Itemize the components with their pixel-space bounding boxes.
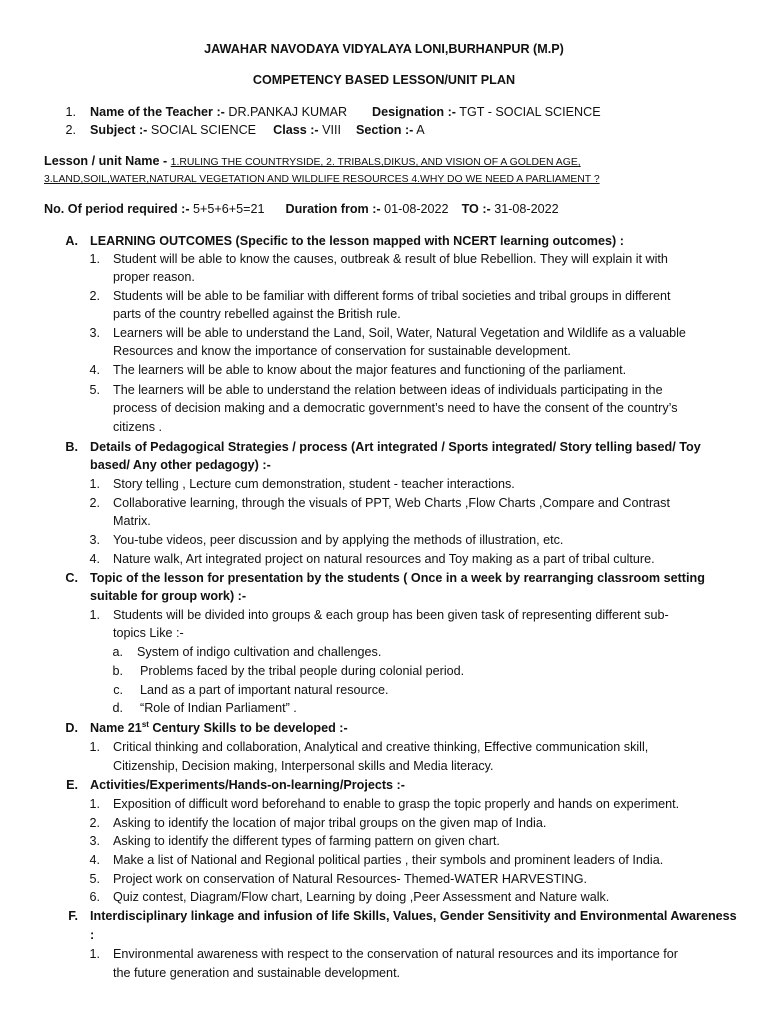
- list-item-text: process of decision making and a democratic government’s need to have the consent of the country’s: [113, 401, 678, 415]
- designation-line: [372, 103, 601, 122]
- subject-label: Subject :-: [90, 123, 148, 137]
- section-c-heading: Topic of the lesson for presentation by the students ( Once in a week by rearranging classroom setting: [90, 571, 705, 585]
- list-number: 1.: [89, 740, 100, 754]
- lesson-names-1: 1.RULING THE COUNTRYSIDE, 2. TRIBALS,DIKUS, AND VISION OF A GOLDEN AGE,: [170, 157, 581, 168]
- section-b-heading: based/ Any other pedagogy) :-: [90, 458, 271, 472]
- list-item-text: The learners will be able to understand the relation between ideas of individuals participating in the: [113, 383, 663, 397]
- duration-label: Duration from :-: [285, 202, 381, 216]
- sublist-letter: d.: [112, 701, 123, 715]
- section-letter: E.: [66, 778, 78, 792]
- sublist-letter: b.: [112, 664, 123, 678]
- list-item-text: Make a list of National and Regional political parties , their symbols and prominent leaders of India.: [113, 853, 664, 867]
- duration-to-label: TO :-: [461, 202, 491, 216]
- section-c-heading: suitable for group work) :-: [90, 589, 247, 603]
- lesson-names-2: 3.LAND,SOIL,WATER,NATURAL VEGETATION AND WILDLIFE RESOURCES 4.WHY DO WE NEED A PARLIAMENT ?: [44, 174, 600, 185]
- subject-value: SOCIAL SCIENCE: [150, 123, 257, 137]
- list-number: 1.: [89, 477, 100, 491]
- list-item-text: Asking to identify the location of major tribal groups on the given map of India.: [113, 816, 547, 830]
- section-d-heading-sup: st: [141, 720, 149, 729]
- list-number: 4.: [89, 552, 100, 566]
- list-number: 1.: [89, 252, 100, 266]
- duration-from: 01-08-2022: [384, 202, 449, 216]
- sublist-item-text: “Role of Indian Parliament” .: [140, 701, 297, 715]
- section-a-heading: LEARNING OUTCOMES (Specific to the lesson mapped with NCERT learning outcomes) :: [90, 234, 624, 248]
- list-number: 5.: [89, 872, 100, 886]
- section-d-heading: [90, 719, 348, 738]
- teacher-line: [90, 103, 347, 122]
- periods-value: 5+5+6+5=21: [193, 202, 265, 216]
- list-item-text: citizens .: [113, 420, 162, 434]
- list-number: 6.: [89, 890, 100, 904]
- list-number: 4.: [89, 363, 100, 377]
- list-number: 1.: [89, 797, 100, 811]
- list-item-text: the future generation and sustainable development.: [113, 966, 401, 980]
- list-item-text: parts of the country rebelled against the British rule.: [113, 307, 401, 321]
- sublist-letter: a.: [112, 645, 123, 659]
- list-item-text: Matrix.: [113, 514, 151, 528]
- list-item-text: Collaborative learning, through the visuals of PPT, Web Charts ,Flow Charts ,Compare and Contrast: [113, 496, 670, 510]
- list-number: 2.: [89, 496, 100, 510]
- list-item-text: You-tube videos, peer discussion and by applying the methods of illustration, etc.: [113, 533, 564, 547]
- list-number: 2.: [89, 289, 100, 303]
- list-number: 3.: [89, 326, 100, 340]
- teacher-label: Name of the Teacher :-: [90, 105, 225, 119]
- teacher-value: DR.PANKAJ KUMAR: [228, 105, 348, 119]
- section-letter: C.: [65, 571, 78, 585]
- list-item-text: Learners will be able to understand the Land, Soil, Water, Natural Vegetation and Wildlife as a valuable: [113, 326, 686, 340]
- list-number: 2.: [89, 816, 100, 830]
- section-d-heading-post: Century Skills to be developed :-: [148, 721, 348, 735]
- section-label: Section :-: [356, 123, 414, 137]
- list-item-text: Critical thinking and collaboration, Analytical and creative thinking, Effective communication skill,: [113, 740, 649, 754]
- section-value: A: [416, 123, 425, 137]
- section-letter: B.: [65, 440, 78, 454]
- section-d-heading-pre: Name 21: [90, 721, 142, 735]
- list-number: 1.: [89, 947, 100, 961]
- list-item-text: proper reason.: [113, 270, 195, 284]
- sublist-item-text: System of indigo cultivation and challenges.: [137, 645, 382, 659]
- list-item-text: Citizenship, Decision making, Interpersonal skills and Media literacy.: [113, 759, 494, 773]
- sublist-item-text: Land as a part of important natural resource.: [140, 683, 389, 697]
- periods-line: [44, 200, 559, 219]
- info-item-number: 2.: [65, 123, 76, 137]
- list-item-text: Students will be able to be familiar with different forms of tribal societies and tribal groups in different: [113, 289, 671, 303]
- list-number: 4.: [89, 853, 100, 867]
- section-letter: D.: [65, 721, 78, 735]
- lesson-line-1: [44, 152, 581, 173]
- list-item-text: Resources and know the importance of conservation for sustainable development.: [113, 344, 571, 358]
- list-item-text: Quiz contest, Diagram/Flow chart, Learning by doing ,Peer Assessment and Nature walk.: [113, 890, 610, 904]
- info-item-number: 1.: [65, 105, 76, 119]
- section-f-heading: :: [90, 928, 95, 942]
- class-value: VIII: [322, 123, 341, 137]
- list-number: 3.: [89, 834, 100, 848]
- list-number: 1.: [89, 608, 100, 622]
- duration-to: 31-08-2022: [494, 202, 559, 216]
- list-item-text: Exposition of difficult word beforehand to enable to grasp the topic properly and hands on experiment.: [113, 797, 680, 811]
- periods-label: No. Of period required :-: [44, 202, 190, 216]
- list-number: 3.: [89, 533, 100, 547]
- list-item-text: Environmental awareness with respect to the conservation of natural resources and its importance for: [113, 947, 678, 961]
- section-f-heading: Interdisciplinary linkage and infusion of life Skills, Values, Gender Sensitivity and Environmental Awareness: [90, 909, 737, 923]
- sublist-letter: c.: [113, 683, 123, 697]
- list-item-text: Student will be able to know the causes, outbreak & result of blue Rebellion. They will explain it with: [113, 252, 668, 266]
- plan-title: COMPETENCY BASED LESSON/UNIT PLAN: [252, 73, 516, 87]
- lesson-label: Lesson / unit Name -: [44, 154, 168, 168]
- designation-value: TGT - SOCIAL SCIENCE: [459, 105, 601, 119]
- sublist-item-text: Problems faced by the tribal people during colonial period.: [140, 664, 465, 678]
- list-item-text: Students will be divided into groups & each group has been given task of representing different sub-: [113, 608, 669, 622]
- list-item-text: topics Like :-: [113, 626, 184, 640]
- list-item-text: Story telling , Lecture cum demonstration, student - teacher interactions.: [113, 477, 515, 491]
- section-letter: A.: [65, 234, 78, 248]
- designation-label: Designation :-: [372, 105, 456, 119]
- section-b-heading: Details of Pedagogical Strategies / process (Art integrated / Sports integrated/ Story telling based/ Toy: [90, 440, 701, 454]
- school-name: JAWAHAR NAVODAYA VIDYALAYA LONI,BURHANPUR (M.P): [204, 42, 564, 56]
- list-item-text: Nature walk, Art integrated project on natural resources and Toy making as a part of tribal culture.: [113, 552, 655, 566]
- section-letter: F.: [68, 909, 78, 923]
- section-e-heading: Activities/Experiments/Hands-on-learning/Projects :-: [90, 778, 405, 792]
- list-item-text: Asking to identify the different types of farming pattern on given chart.: [113, 834, 500, 848]
- list-item-text: The learners will be able to know about the major features and functioning of the parliament.: [113, 363, 627, 377]
- list-number: 5.: [89, 383, 100, 397]
- list-item-text: Project work on conservation of Natural Resources- Themed-WATER HARVESTING.: [113, 872, 588, 886]
- subject-line: [90, 121, 425, 140]
- class-label: Class :-: [273, 123, 319, 137]
